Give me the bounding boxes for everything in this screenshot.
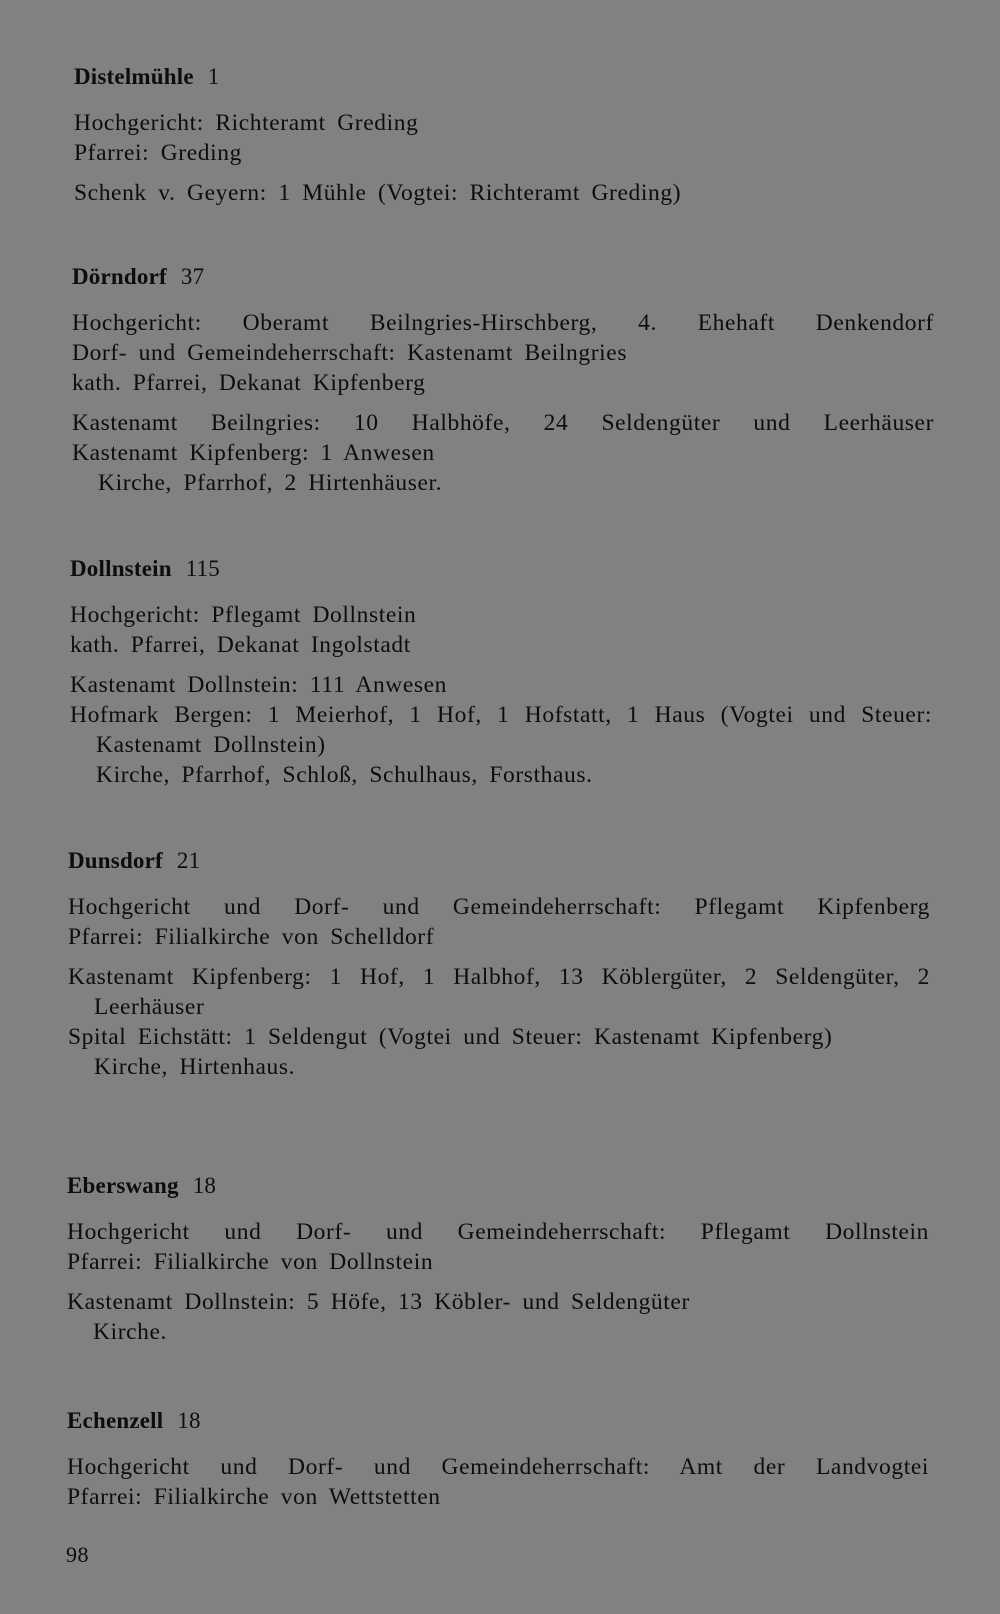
entry-title [67,1406,929,1436]
buildings-line: Kirche, Hirtenhaus. [94,1054,296,1080]
holdings-block [67,1287,929,1347]
jurisdiction-line: Hochgericht und Dorf- und Gemeindeherrschaft: Amt der Landvogtei [67,1454,929,1480]
holdings-block [68,962,930,1082]
village-lordship-line: Dorf- und Gemeindeherrschaft: Kastenamt Beilngries [72,340,628,366]
parish-line: Pfarrei: Filialkirche von Schelldorf [68,924,435,950]
jurisdiction-line: Hochgericht und Dorf- und Gemeindeherrschaft: Pflegamt Kipfenberg [68,894,930,920]
entry-dunsdorf [68,846,930,1092]
parish-line: Pfarrei: Greding [74,140,242,166]
buildings-line: Kirche, Pfarrhof, 2 Hirtenhäuser. [98,470,443,496]
parish-line: Pfarrei: Filialkirche von Dollnstein [67,1249,434,1275]
place-count: 1 [207,64,220,89]
entry-title [70,554,932,584]
entry-echenzell [67,1406,929,1522]
holdings-block [72,408,934,498]
parish-line: kath. Pfarrei, Dekanat Kipfenberg [72,370,426,396]
holding-line: Kastenamt Kipfenberg: 1 Hof, 1 Halbhof, 13 Köblergüter, 2 Seldengüter, 2 Leerhäuser [68,964,930,1020]
entry-dollnstein [70,554,932,800]
entry-title [68,846,930,876]
jurisdiction-block [67,1217,929,1277]
place-count: 18 [177,1408,201,1433]
parish-line: kath. Pfarrei, Dekanat Ingolstadt [70,632,411,658]
entry-title [74,62,944,92]
place-name: Eberswang [67,1173,179,1198]
place-name: Distelmühle [74,64,194,89]
holding-line: Hofmark Bergen: 1 Meierhof, 1 Hof, 1 Hofstatt, 1 Haus (Vogtei und Steuer: Kastenamt Dollnstein) [70,702,932,758]
jurisdiction-line: Hochgericht: Richteramt Greding [74,110,419,136]
holding-line: Kastenamt Dollnstein: 5 Höfe, 13 Köbler- und Seldengüter [67,1289,690,1315]
jurisdiction-line: Hochgericht: Pflegamt Dollnstein [70,602,417,628]
place-count: 21 [176,848,201,873]
holdings-block [70,670,932,790]
jurisdiction-block [67,1452,929,1512]
parish-line: Pfarrei: Filialkirche von Wettstetten [67,1484,441,1510]
entry-title [67,1171,929,1201]
entry-distelmuehle [74,62,944,218]
place-name: Dunsdorf [68,848,163,873]
holdings-block [74,178,944,208]
place-count: 115 [185,556,220,581]
jurisdiction-block [68,892,930,952]
jurisdiction-block [74,108,944,168]
entry-eberswang [67,1171,929,1357]
place-count: 37 [180,264,205,289]
page-number: 98 [66,1542,89,1567]
jurisdiction-block [70,600,932,660]
jurisdiction-block [72,308,934,398]
holding-line: Kastenamt Beilngries: 10 Halbhöfe, 24 Seldengüter und Leerhäuser [72,410,934,436]
holding-line: Kastenamt Dollnstein: 111 Anwesen [70,672,448,698]
jurisdiction-line: Hochgericht und Dorf- und Gemeindeherrschaft: Pflegamt Dollnstein [67,1219,929,1245]
holding-line: Kastenamt Kipfenberg: 1 Anwesen [72,440,435,466]
place-name: Dörndorf [72,264,167,289]
entry-title [72,262,934,292]
buildings-line: Kirche. [93,1319,168,1345]
jurisdiction-line: Hochgericht: Oberamt Beilngries-Hirschberg, 4. Ehehaft Denkendorf [72,310,934,336]
place-name: Echenzell [67,1408,164,1433]
holding-line: Spital Eichstätt: 1 Seldengut (Vogtei und Steuer: Kastenamt Kipfenberg) [68,1024,833,1050]
entry-doerndorf [72,262,934,508]
place-count: 18 [192,1173,217,1198]
place-name: Dollnstein [70,556,172,581]
buildings-line: Kirche, Pfarrhof, Schloß, Schulhaus, Forsthaus. [96,762,593,788]
holding-line: Schenk v. Geyern: 1 Mühle (Vogtei: Richteramt Greding) [74,180,682,206]
